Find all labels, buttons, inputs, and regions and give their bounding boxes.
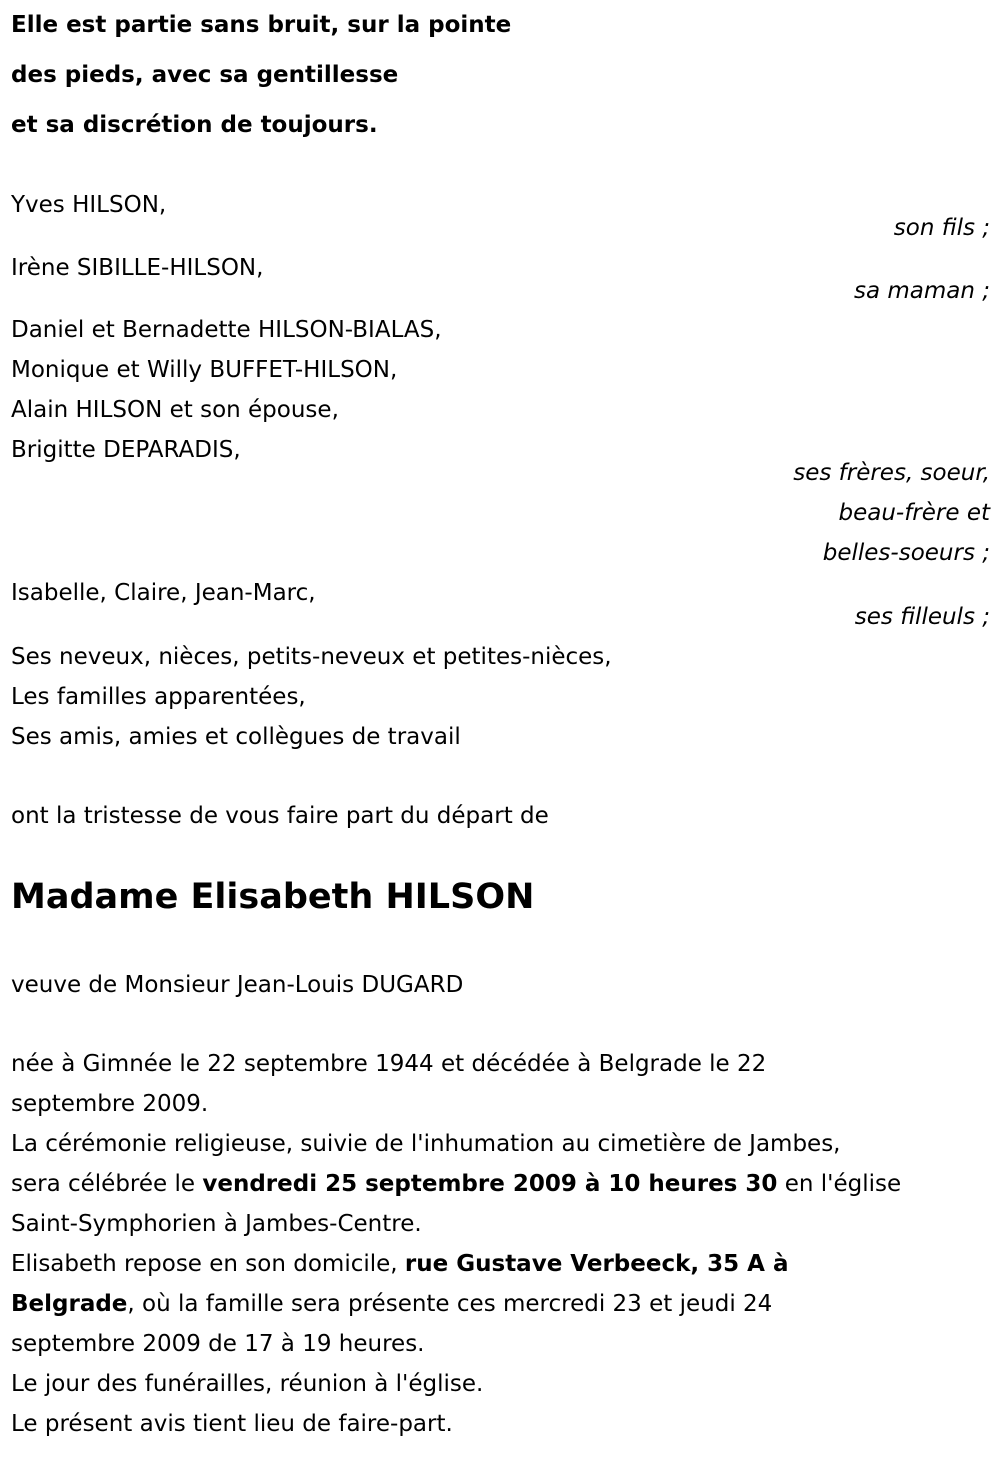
details-line: [11, 1169, 901, 1199]
siblings-role: ses frères, soeur,: [793, 460, 990, 486]
details-line: Saint-Symphorien à Jambes-Centre.: [11, 1211, 422, 1237]
details-line: Le jour des funérailles, réunion à l'église.: [11, 1371, 484, 1397]
siblings-role: beau-frère et: [838, 500, 990, 526]
widow-of: veuve de Monsieur Jean-Louis DUGARD: [11, 972, 464, 998]
sibling-name: Monique et Willy BUFFET-HILSON,: [11, 357, 398, 383]
deceased-name: Madame Elisabeth HILSON: [11, 877, 535, 917]
details-line: [11, 1289, 772, 1319]
son-name: Yves HILSON,: [11, 192, 167, 218]
text: sera célébrée le: [11, 1171, 203, 1197]
text: en l'église: [777, 1171, 902, 1197]
other-relatives: Ses amis, amies et collègues de travail: [11, 724, 461, 750]
sibling-name: Brigitte DEPARADIS,: [11, 437, 241, 463]
sibling-name: Alain HILSON et son épouse,: [11, 397, 339, 423]
ceremony-datetime: vendredi 25 septembre 2009 à 10 heures 30: [202, 1171, 778, 1197]
mother-role: sa maman ;: [853, 278, 990, 304]
son-role: son fils ;: [893, 215, 990, 241]
address: rue Gustave Verbeeck, 35 A à: [404, 1251, 789, 1277]
announcement: ont la tristesse de vous faire part du départ de: [11, 803, 549, 829]
details-line: Le présent avis tient lieu de faire-part.: [11, 1411, 453, 1437]
intro-line: et sa discrétion de toujours.: [11, 112, 378, 138]
other-relatives: Ses neveux, nièces, petits-neveux et petites-nièces,: [11, 644, 612, 670]
details-line: septembre 2009 de 17 à 19 heures.: [11, 1331, 425, 1357]
other-relatives: Les familles apparentées,: [11, 684, 306, 710]
siblings-role: belles-soeurs ;: [822, 540, 990, 566]
mother-name: Irène SIBILLE-HILSON,: [11, 255, 264, 281]
text: Elisabeth repose en son domicile,: [11, 1251, 405, 1277]
intro-line: Elle est partie sans bruit, sur la pointe: [11, 12, 512, 38]
text: , où la famille sera présente ces mercredi 23 et jeudi 24: [127, 1291, 773, 1317]
godchildren-role: ses filleuls ;: [854, 604, 990, 630]
details-line: La cérémonie religieuse, suivie de l'inhumation au cimetière de Jambes,: [11, 1131, 841, 1157]
details-line: née à Gimnée le 22 septembre 1944 et décédée à Belgrade le 22: [11, 1051, 767, 1077]
address-city: Belgrade: [11, 1291, 128, 1317]
intro-line: des pieds, avec sa gentillesse: [11, 62, 399, 88]
details-line: septembre 2009.: [11, 1091, 209, 1117]
details-line: [11, 1249, 788, 1279]
sibling-name: Daniel et Bernadette HILSON-BIALAS,: [11, 317, 442, 343]
godchildren-names: Isabelle, Claire, Jean-Marc,: [11, 580, 316, 606]
